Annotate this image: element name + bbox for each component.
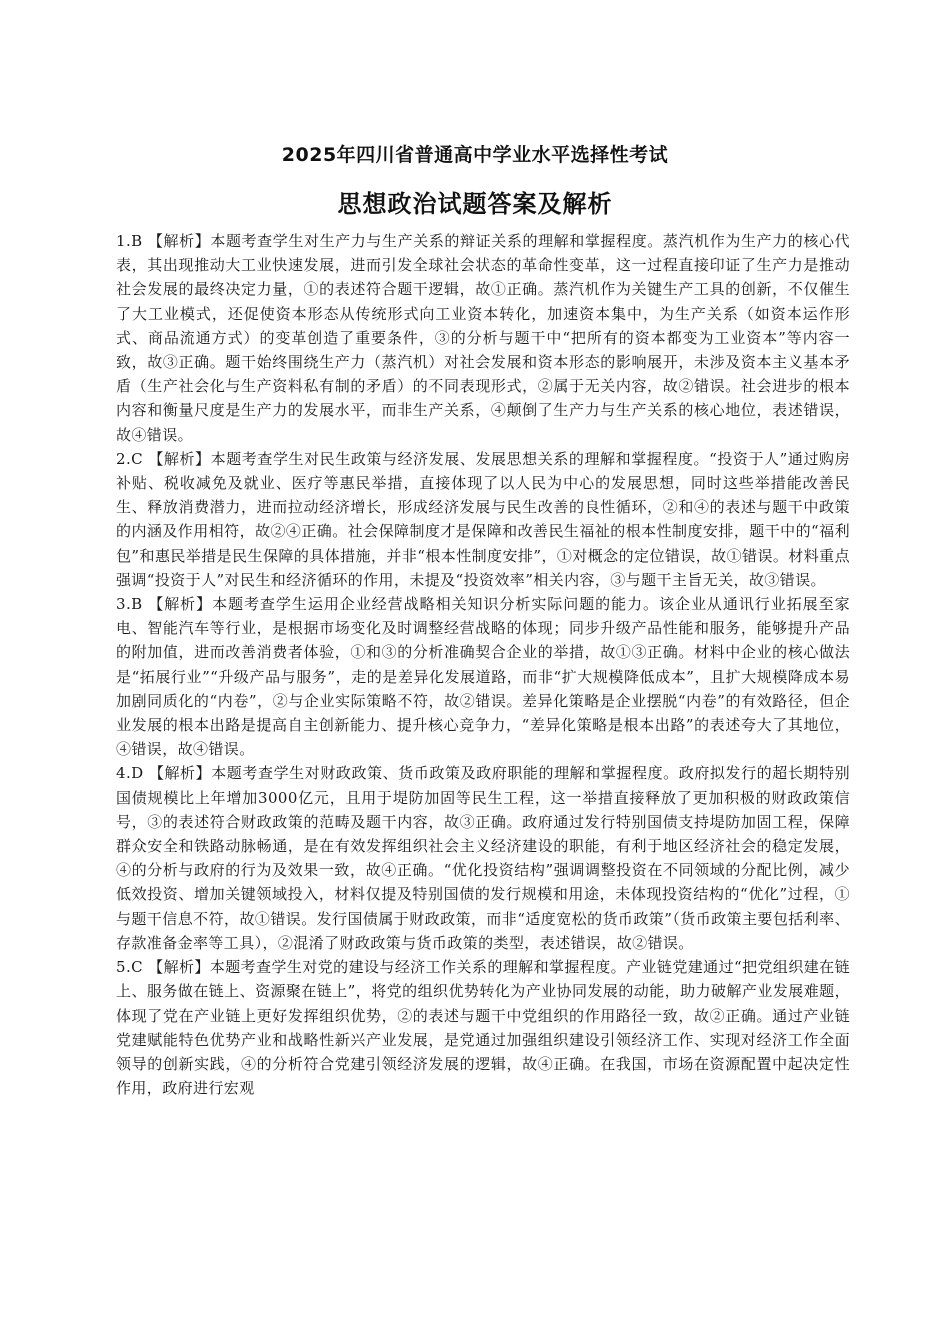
answer-item-1: 1.B 【解析】本题考查学生对生产力与生产关系的辩证关系的理解和掌握程度。蒸汽机作为生产力的核心代表，其出现推动大工业快速发展，进而引发全球社会状态的革命性变革，这一过程直接印证了生产力是推动社会发展的最终决定力量，①的表述符合题干逻辑，故①正确。蒸汽机作为关键生产工具的创新，不仅催生了大工业模式，还促使资本形态从传统形式向工业资本转化，加速资本集中，为生产关系（如资本运作形式、商品流通方式）的变革创造了重要条件，③的分析与题干中“把所有的资本都变为工业资本”等内容一致，故③正确。题干始终围绕生产力（蒸汽机）对社会发展和资本形态的影响展开，未涉及资本主义基本矛盾（生产社会化与生产资料私有制的矛盾）的不同表现形式，②属于无关内容，故②错误。社会进步的根本内容和衡量尺度是生产力的发展水平，而非生产关系，④颠倒了生产力与生产关系的核心地位，表述错误，故④错误。 <box>116 232 850 444</box>
exam-title: 2025年四川省普通高中学业水平选择性考试 <box>281 144 669 166</box>
answer-list <box>116 229 850 1100</box>
document-subtitle: 思想政治试题答案及解析 <box>337 190 613 218</box>
answer-item-3: 3.B 【解析】本题考查学生运用企业经营战略相关知识分析实际问题的能力。该企业从通讯行业拓展至家电、智能汽车等行业，是根据市场变化及时调整经营战略的体现；同步升级产品性能和服务，能够提升产品的附加值，进而改善消费者体验，①和③的分析准确契合企业的举措，故①③正确。材料中企业的核心做法是“拓展行业”“升级产品与服务”，走的是差异化发展道路，而非“扩大规模降低成本”，且扩大规模降成本易加剧同质化的“内卷”，②与企业实际策略不符，故②错误。差异化策略是企业摆脱“内卷”的有效路径，但企业发展的根本出路是提高自主创新能力、提升核心竞争力，“差异化策略是根本出路”的表述夸大了其地位，④错误，故④错误。 <box>116 595 850 759</box>
answer-item-2: 2.C 【解析】本题考查学生对民生政策与经济发展、发展思想关系的理解和掌握程度。“投资于人”通过购房补贴、税收减免及就业、医疗等惠民举措，直接体现了以人民为中心的发展思想，同时这些举措能改善民生、释放消费潜力，进而拉动经济增长，形成经济发展与民生改善的良性循环，②和④的表述与题干中政策的内涵及作用相符，故②④正确。社会保障制度才是保障和改善民生福祉的根本性制度安排，题干中的“福利包”和惠民举措是民生保障的具体措施，并非“根本性制度安排”，①对概念的定位错误，故①错误。材料重点强调“投资于人”对民生和经济循环的作用，未提及“投资效率”相关内容，③与题干主旨无关，故③错误。 <box>116 449 850 589</box>
answer-item-5: 5.C 【解析】本题考查学生对党的建设与经济工作关系的理解和掌握程度。产业链党建通过“把党组织建在链上、服务做在链上、资源聚在链上”，将党的组织优势转化为产业协同发展的动能，助力破解产业发展难题，体现了党在产业链上更好发挥组织优势，②的表述与题干中党组织的作用路径一致，故②正确。通过产业链党建赋能特色优势产业和战略性新兴产业发展，是党通过加强组织建设引领经济工作、实现对经济工作全面领导的创新实践，④的分析符合党建引领经济发展的逻辑，故④正确。在我国，市场在资源配置中起决定性作用，政府进行宏观 <box>116 958 850 1098</box>
answer-item-4: 4.D 【解析】本题考查学生对财政政策、货币政策及政府职能的理解和掌握程度。政府拟发行的超长期特别国债规模比上年增加3000亿元，且用于堤防加固等民生工程，这一举措直接释放了更加积极的财政政策信号，③的表述符合财政政策的范畴及题干内容，故③正确。政府通过发行特别国债支持堤防加固工程，保障群众安全和铁路动脉畅通，是在有效发挥组织社会主义经济建设的职能，有利于地区经济社会的稳定发展，④的分析与政府的行为及效果一致，故④正确。“优化投资结构”强调调整投资在不同领域的分配比例，减少低效投资、增加关键领域投入，材料仅提及特别国债的发行规模和用途，未体现投资结构的“优化”过程，①与题干信息不符，故①错误。发行国债属于财政政策，而非“适度宽松的货币政策”（货币政策主要包括利率、存款准备金率等工具），②混淆了财政政策与货币政策的类型，表述错误，故②错误。 <box>116 764 850 952</box>
